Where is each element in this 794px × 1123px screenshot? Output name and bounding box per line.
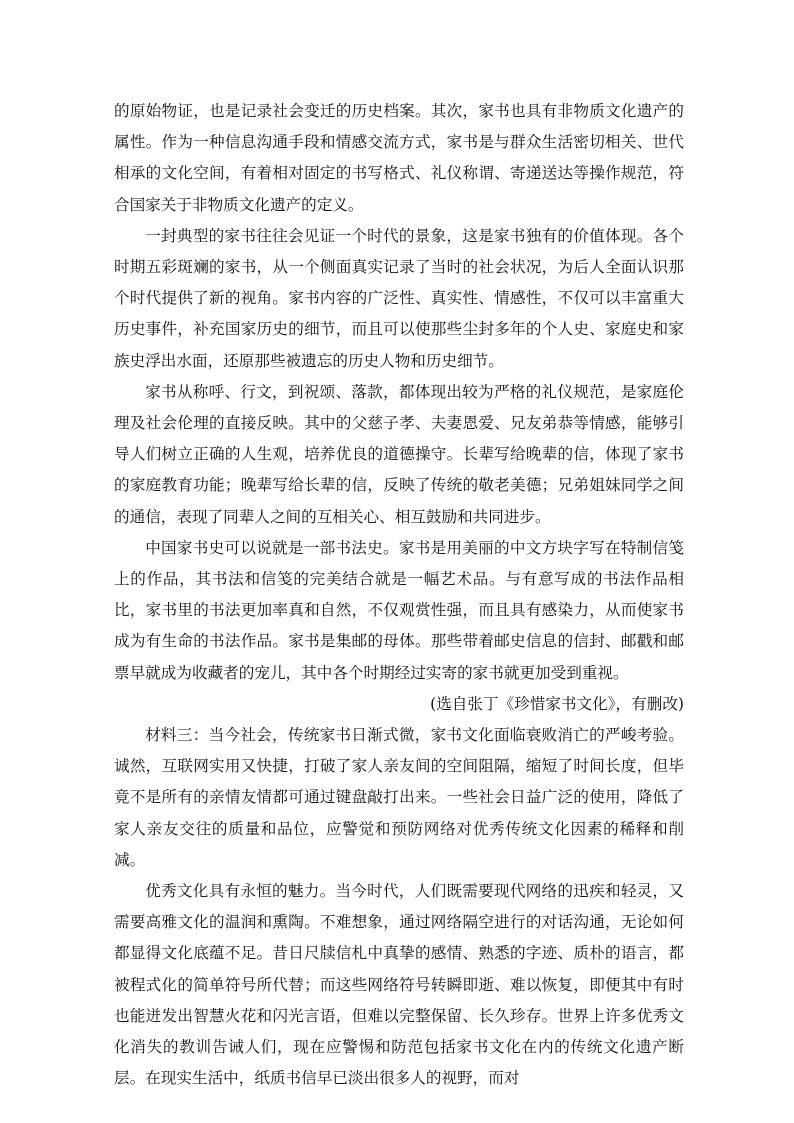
paragraph-heritage-definition: 的原始物证，也是记录社会变迁的历史档案。其次，家书也具有非物质文化遗产的属性。作为一种信息沟通手段和情感交流方式，家书是与群众生活密切相关、世代相承的文化空间，有着相对固定的书写格式、礼仪称谓、寄递送达等操作规范，符合国家关于非物质文化遗产的定义。 [114,102,684,214]
paragraph-material-three: 材料三：当今社会，传统家书日渐式微，家书文化面临衰败消亡的严峻考验。诚然，互联网实用又快捷，打破了家人亲友间的空间阻隔，缩短了时间长度，但毕竟不是所有的亲情友情都可通过键盘敲打出来。一些社会日益广泛的使用，降低了家人亲友交往的质量和品位，应警觉和预防网络对优秀传统文化因素的稀释和削减。 [114,726,684,869]
paragraph-era-witness: 一封典型的家书往往会见证一个时代的景象，这是家书独有的价值体现。各个时期五彩斑斓的家书，从一个侧面真实记录了当时的社会状况，为后人全面认识那个时代提供了新的视角。家书内容的广泛性、真实性、情感性，不仅可以丰富重大历史事件，补充国家历史的细节，而且可以使那些尘封多年的个人史、家庭史和家族史浮出水面，还原那些被遗忘的历史人物和历史细节。 [114,226,684,370]
paragraph-etiquette: 家书从称呼、行文，到祝颂、落款，都体现出较为严格的礼仪规范，是家庭伦理及社会伦理的直接反映。其中的父慈子孝、夫妻恩爱、兄友弟恭等情感，能够引导人们树立正确的人生观，培养优良的道德操守。长辈写给晚辈的信，体现了家书的家庭教育功能；晚辈写给长辈的信，反映了传统的敬老美德；兄弟姐妹同学之间的通信，表现了同辈人之间的互相关心、相互鼓励和共同进步。 [114,382,684,526]
document-page [114,96,684,1095]
paragraph-calligraphy: 中国家书史可以说就是一部书法史。家书是用美丽的中文方块字写在特制信笺上的作品，其书法和信笺的完美结合就是一幅艺术品。与有意写成的书法作品相比，家书里的书法更加率真和自然，不仅观赏性强，而且具有感染力，从而使家书成为有生命的书法作品。家书是集邮的母体。那些带着邮史信息的信封、邮戳和邮票早就成为收藏者的宠儿，其中各个时期经过实寄的家书就更加受到重视。 [114,538,684,682]
source-citation: (选自张丁《珍惜家书文化》，有删改) [430,694,684,713]
paragraph-excellent-culture: 优秀文化具有永恒的魅力。当今时代，人们既需要现代网络的迅疾和轻灵，又需要高雅文化的温润和熏陶。不难想象，通过网络隔空进行的对话沟通，无论如何都显得文化底蕴不足。昔日尺牍信札中真挚的感情、熟悉的字迹、质朴的语言，都被程式化的简单符号所代替；而这些网络符号转瞬即逝、难以恢复，即便其中有时也能迸发出智慧火花和闪光言语，但难以完整保留、长久珍存。世界上许多优秀文化消失的教训告诫人们，现在应警惕和防范包括家书文化在内的传统文化遗产断层。在现实生活中，纸质书信早已淡出很多人的视野，而对 [114,882,684,1088]
